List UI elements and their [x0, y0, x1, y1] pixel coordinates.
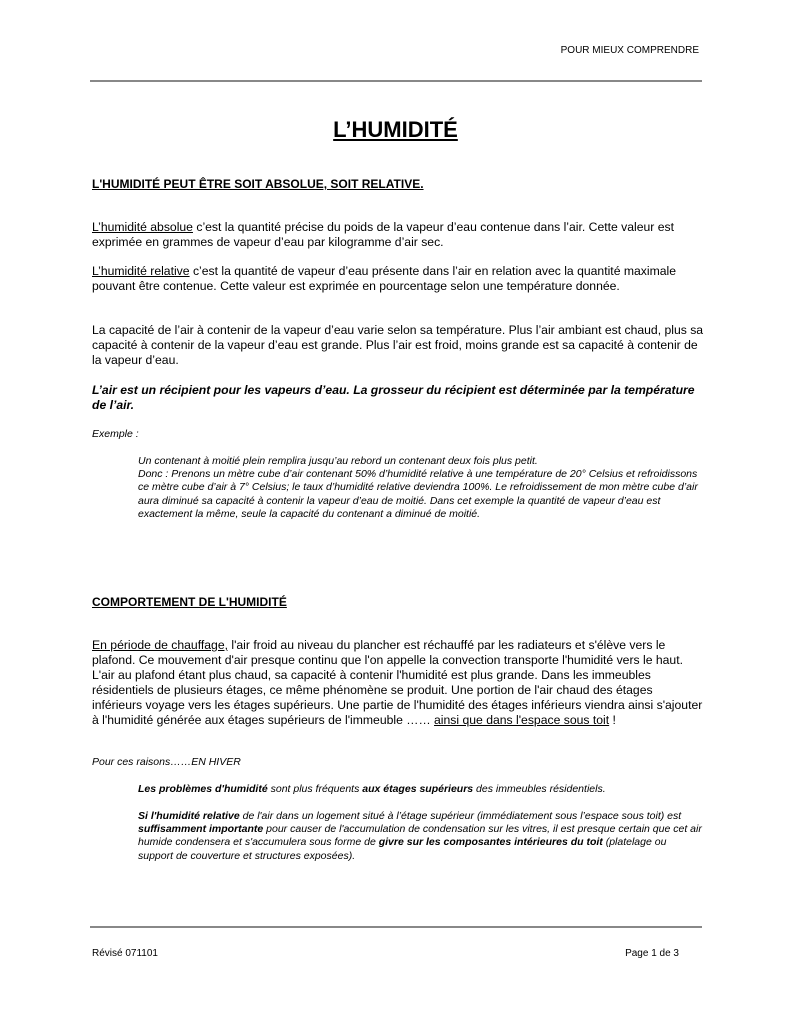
reason-relative-humidity: Si l'humidité relative de l'air dans un logement situé à l’étage supérieur (immédiatement sous l’espace sous toit) est suffisamment importante pour causer de l'accumulation de condensation sur les vitres, il est presque certain que cet air humide condensera et s'accumulera sous forme de givre sur les composantes intérieures du toit (platelage ou support de couverture et structures exposées).: [138, 810, 702, 862]
term-absolute-humidity: L’humidité absolue: [92, 220, 193, 234]
paragraph-capacity: La capacité de l’air à contenir de la vapeur d’eau varie selon sa température. Plus l’air ambiant est chaud, plus sa capacité à contenir de la vapeur d’eau est grande. Plus l’air est froid, moins grande est sa capacité à contenir de la vapeur d’eau.: [92, 323, 704, 367]
footer-rule: [90, 926, 702, 928]
paragraph-relative-humidity: L’humidité relative c’est la quantité de vapeur d’eau présente dans l’air en relation avec la quantité maximale pouvant être contenue. Cette valeur est exprimée en pourcentage selon une température donnée.: [92, 264, 677, 293]
term-attic-space: ainsi que dans l'espace sous toit: [434, 713, 610, 727]
section-heading-absolute-relative: L'HUMIDITÉ PEUT ÊTRE SOIT ABSOLUE, SOIT RELATIVE.: [92, 177, 424, 191]
paragraph-heating-period: En période de chauffage, l'air froid au niveau du plancher est réchauffé par les radiateurs et s'élève vers le plafond. Ce mouvement d'air presque continu que l'on appelle la convection transporte l'humidité vers le haut. L'air au plafond étant plus chaud, sa capacité à contenir l'humidité est plus grande. Dans les immeubles résidentiels de plusieurs étages, ce même phénomène se produit. Une portion de l'air chaud des étages inférieurs voyage vers les étages supérieurs. Une partie de l'humidité des étages inférieurs viendra ainsi s'ajouter à l'humidité générée aux étages supérieurs de l'immeuble …… ainsi que dans l'espace sous toit !: [92, 638, 703, 727]
footer-revision: Révisé 071101: [92, 948, 158, 959]
emphasis-statement: L’air est un récipient pour les vapeurs d’eau. La grosseur du récipient est déterminée par la température de l’air.: [92, 383, 695, 412]
example-label: Exemple :: [92, 428, 139, 440]
section-heading-behaviour: COMPORTEMENT DE L'HUMIDITÉ: [92, 595, 287, 609]
footer-page-number: Page 1 de 3: [625, 948, 679, 959]
header-rule: [90, 80, 702, 82]
page-title: L’HUMIDITÉ: [333, 117, 458, 142]
example-text: Un contenant à moitié plein remplira jusqu’au rebord un contenant deux fois plus petit. Donc : Prenons un mètre cube d’air contenant 50% d’humidité relative à une température de 20° Celsius et refroidissons ce mètre cube d’air à 7° Celsius; le taux d’humidité relative deviendra 100%. Le refroidissement de mon mètre cube d’air aura diminué sa capacité à contenir la vapeur d’eau de moitié. Dans cet exemple la quantité de vapeur d’eau est exactement la même, seule la capacité du contenant a diminué de moitié.: [138, 455, 698, 520]
term-relative-humidity: L’humidité relative: [92, 264, 190, 278]
header-label: POUR MIEUX COMPRENDRE: [560, 45, 699, 56]
reasons-label: Pour ces raisons……EN HIVER: [92, 756, 241, 768]
paragraph-absolute-humidity: L’humidité absolue c’est la quantité précise du poids de la vapeur d’eau contenue dans l’air. Cette valeur est exprimée en grammes de vapeur d’eau par kilogramme d’air sec.: [92, 220, 674, 249]
term-heating-period: En période de chauffage,: [92, 638, 228, 652]
reason-upper-floors: Les problèmes d'humidité sont plus fréquents aux étages supérieurs des immeubles résidentiels.: [138, 783, 606, 795]
